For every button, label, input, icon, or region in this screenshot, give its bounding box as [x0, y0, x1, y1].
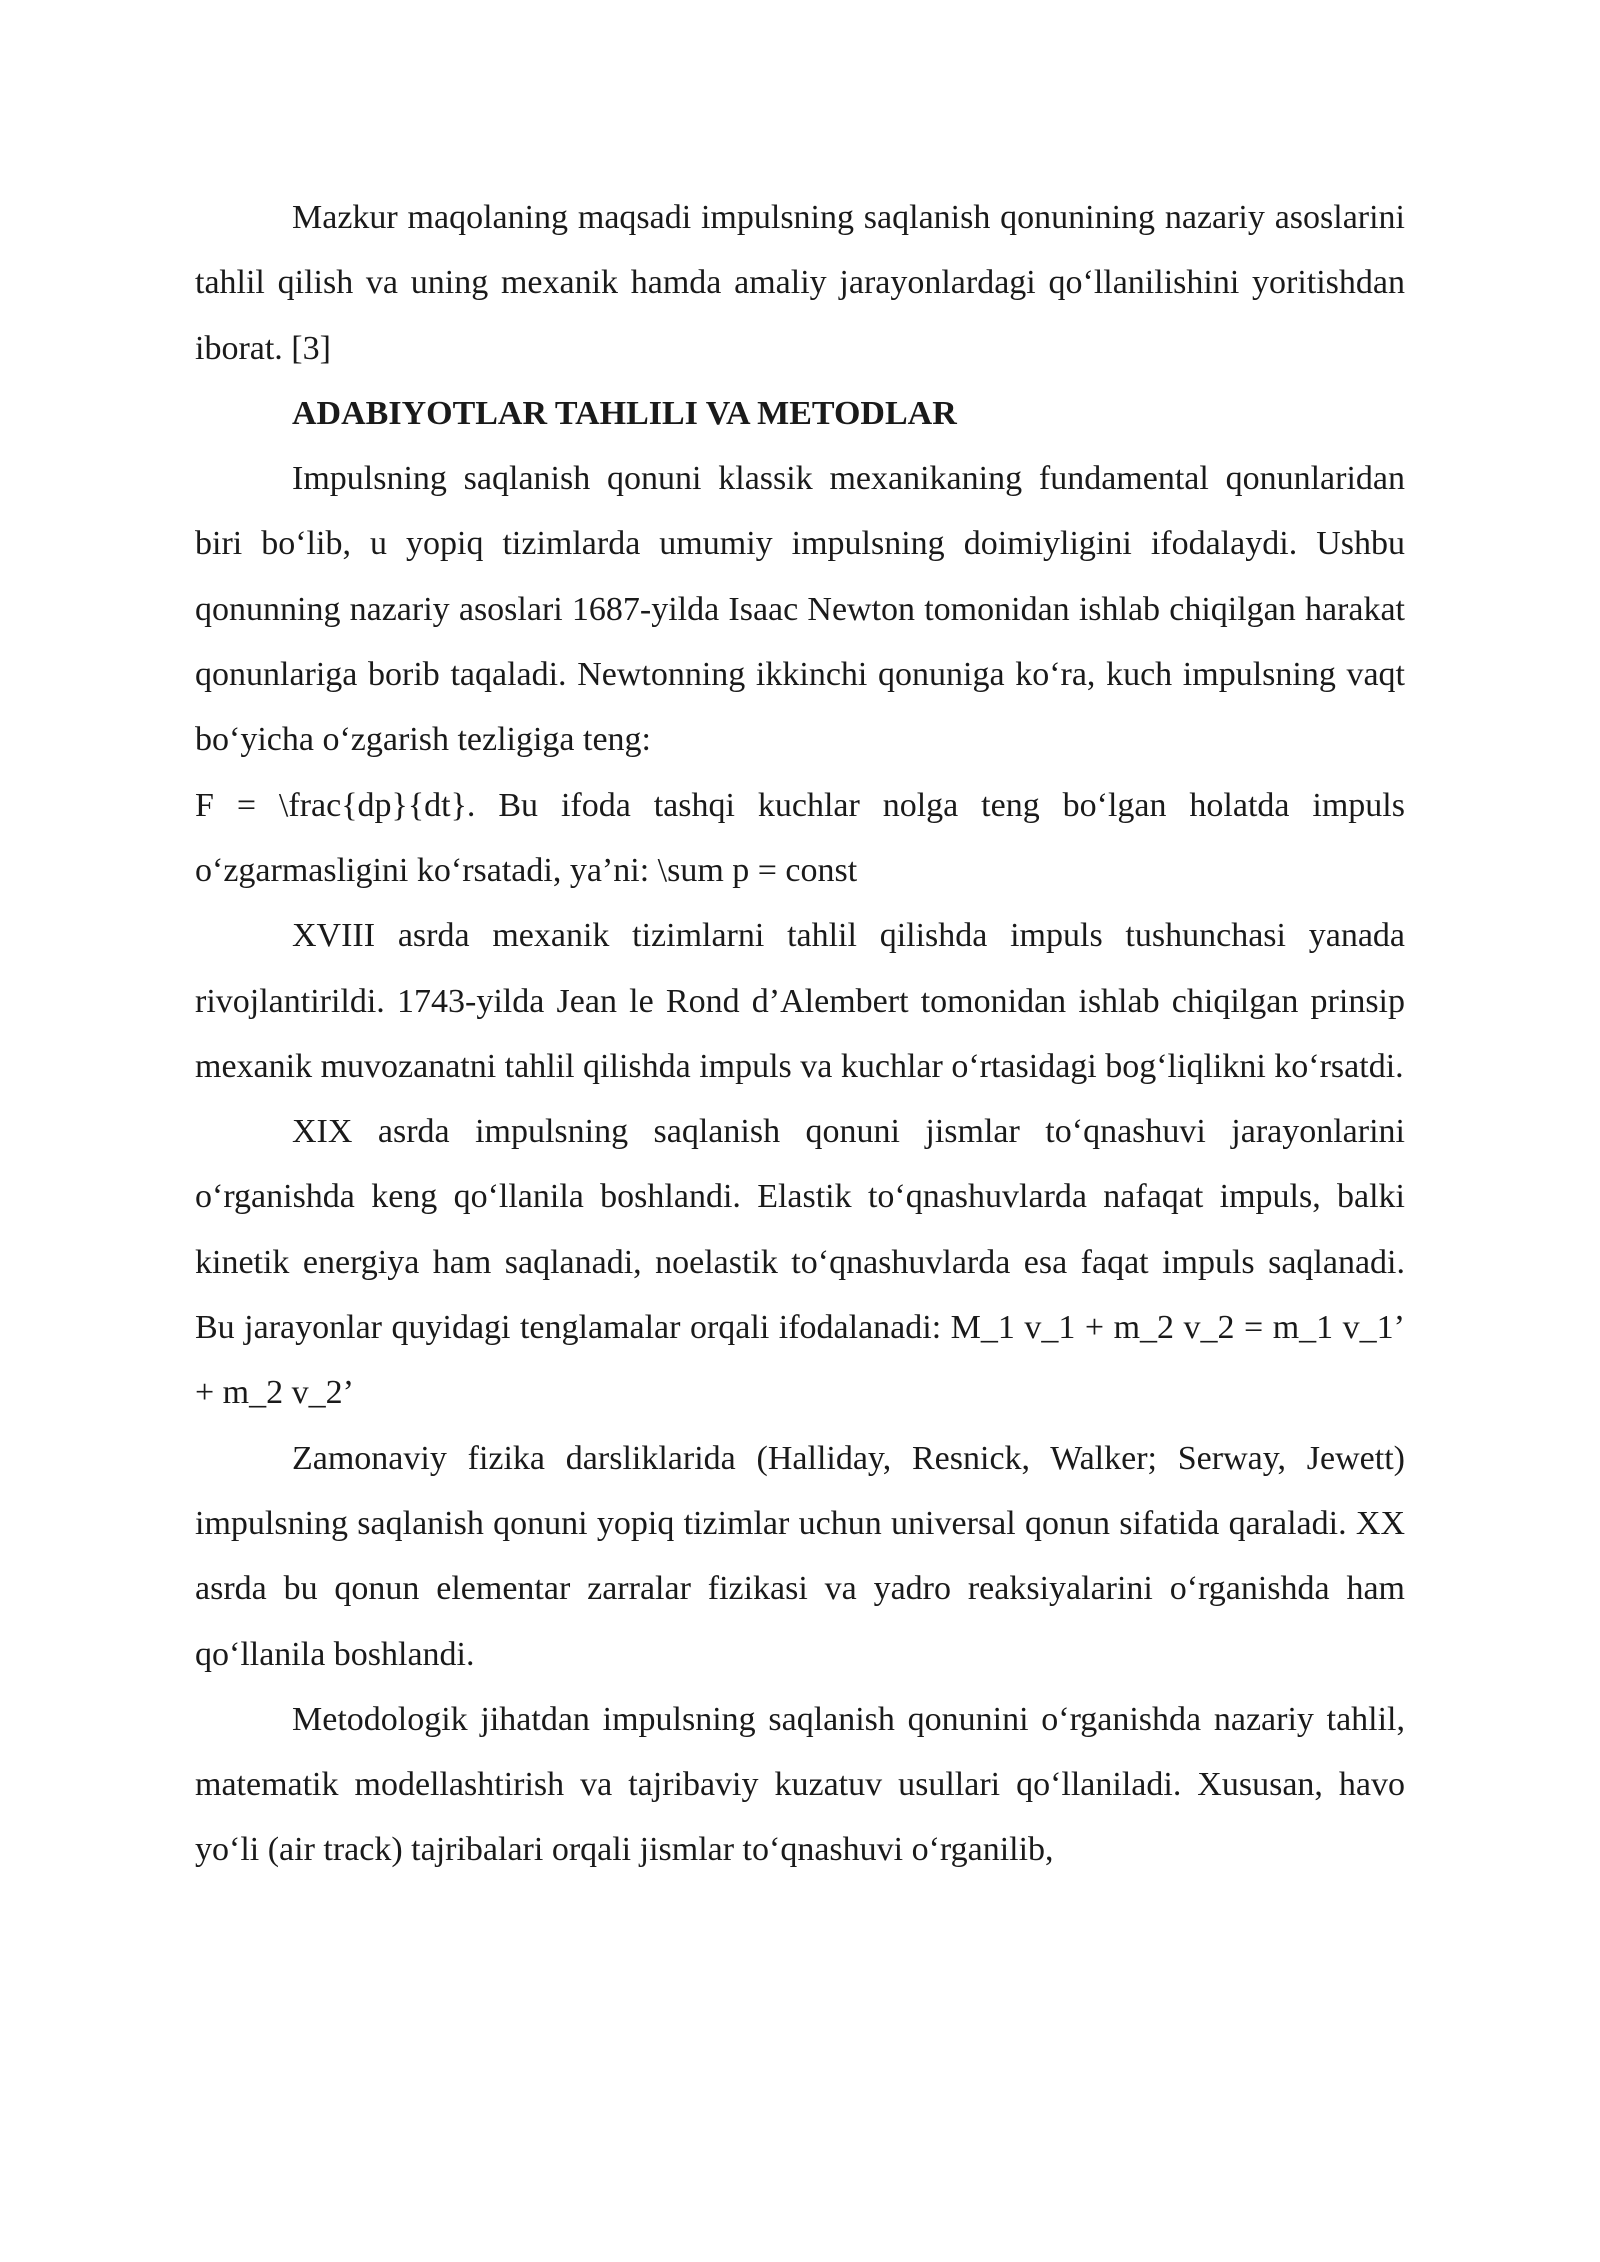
paragraph-modern-textbooks: Zamonaviy fizika darsliklarida (Halliday, Resnick, Walker; Serway, Jewett) impulsning saqlanish qonuni yopiq tizimlar uchun universal qonun sifatida qaraladi. XX asrda bu qonun elementar zarralar fizikasi va yadro reaksiyalarini o‘rganishda ham qo‘llanila boshlandi. — [195, 1439, 1405, 1673]
paragraph-xix-century: XIX asrda impulsning saqlanish qonuni jismlar to‘qnashuvi jarayonlarini o‘rganishda keng qo‘llanila boshlandi. Elastik to‘qnashuvlarda nafaqat impuls, balki kinetik energiya ham saqlanadi, noelastik to‘qnashuvlarda esa faqat impuls saqlanadi. Bu jarayonlar quyidagi tenglamalar orqali ifodalanadi: M_1 v_1 + m_2 v_2 = m_1 v_1’ + m_2 v_2’ — [195, 1113, 1405, 1412]
paragraph-purpose: Mazkur maqolaning maqsadi impulsning saqlanish qonunining nazariy asoslarini tahlil qilish va uning mexanik hamda amaliy jarayonlardagi qo‘llanilishini yoritishdan iborat. [3] — [195, 199, 1405, 367]
paragraph-xviii-century: XVIII asrda mexanik tizimlarni tahlil qilishda impuls tushunchasi yanada rivojlantirildi. 1743-yilda Jean le Rond d’Alembert tomonidan ishlab chiqilgan prinsip mexanik muvozanatni tahlil qilishda impuls va kuchlar o‘rtasidagi bog‘liqlikni ko‘rsatdi. — [195, 917, 1405, 1085]
document-body — [195, 185, 1405, 1883]
paragraph-methodology: Metodologik jihatdan impulsning saqlanish qonunini o‘rganishda nazariy tahlil, matematik modellashtirish va tajribaviy kuzatuv usullari qo‘llaniladi. Xususan, havo yo‘li (air track) tajribalari orqali jismlar to‘qnashuvi o‘rganilib, — [195, 1700, 1405, 1869]
paragraph-newton: Impulsning saqlanish qonuni klassik mexanikaning fundamental qonunlaridan biri bo‘lib, u yopiq tizimlarda umumiy impulsning doimiyligini ifodalaydi. Ushbu qonunning nazariy asoslari 1687-yilda Isaac Newton tomonidan ishlab chiqilgan harakat qonunlariga borib taqaladi. Newtonning ikkinchi qonuniga ko‘ra, kuch impulsning vaqt bo‘yicha o‘zgarish tezligiga teng: — [195, 460, 1405, 759]
section-heading: ADABIYOTLAR TAHLILI VA METODLAR — [292, 394, 957, 432]
paragraph-formula: F = \frac{dp}{dt}. Bu ifoda tashqi kuchlar nolga teng bo‘lgan holatda impuls o‘zgarmasligini ko‘rsatadi, ya’ni: \sum p = const — [195, 786, 1405, 889]
